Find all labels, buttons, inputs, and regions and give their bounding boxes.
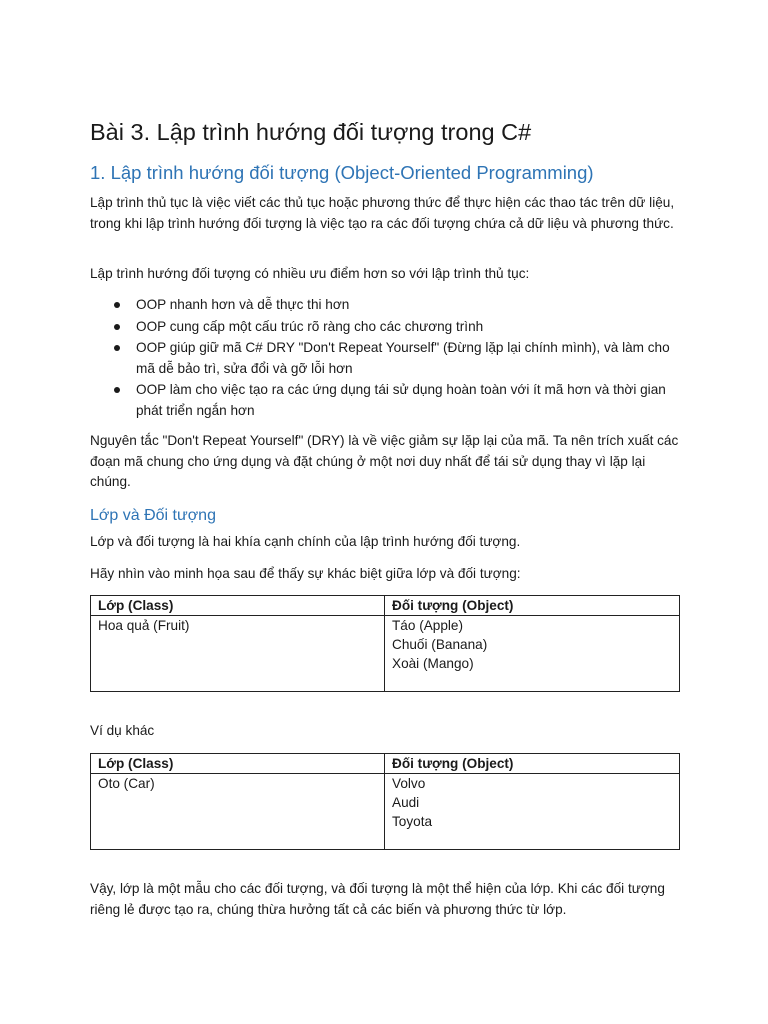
paragraph-procedural-vs-oop: Lập trình thủ tục là việc viết các thủ tục hoặc phương thức để thực hiện các thao tác trên dữ liệu, trong khi lập trình hướng đối tượng là việc tạo ra các đối tượng chứa cả dữ liệu và phương thức. [90,195,675,231]
table-header-object: Đối tượng (Object) [385,596,680,616]
bullet-icon [114,345,120,351]
paragraph-dry-principle: Nguyên tắc "Don't Repeat Yourself" (DRY) là về việc giảm sự lặp lại của mã. Ta nên trích xuất các đoạn mã chung cho ứng dụng và đặt chúng ở một nơi duy nhất để tái sử dụng thay vì lặp lại chúng. [90,433,679,489]
table-header-class: Lớp (Class) [91,596,385,616]
table-header-class: Lớp (Class) [91,754,385,774]
table-row [91,774,680,850]
page-title: Bài 3. Lập trình hướng đối tượng trong C# [90,119,532,145]
paragraph-conclusion: Vậy, lớp là một mẫu cho các đối tượng, và đối tượng là một thể hiện của lớp. Khi các đối tượng riêng lẻ được tạo ra, chúng thừa hưởng tất cả các biến và phương thức từ lớp. [90,881,665,917]
example-label: Ví dụ khác [90,723,155,738]
object-item: Audi [392,795,420,810]
table-header-object: Đối tượng (Object) [385,754,680,774]
table-cell-class: Hoa quả (Fruit) [91,616,385,692]
list-item [90,317,680,338]
section-heading-oop: 1. Lập trình hướng đối tượng (Object-Oriented Programming) [90,162,594,183]
list-item [90,295,680,316]
list-item-text: OOP cung cấp một cấu trúc rõ ràng cho các chương trình [136,318,484,334]
section-heading-class-object: Lớp và Đối tượng [90,507,216,524]
table-cell-objects [385,774,680,850]
class-object-table-car [90,753,680,850]
bullet-icon [114,302,120,308]
table-cell-class: Oto (Car) [91,774,385,850]
paragraph-illustration-intro: Hãy nhìn vào minh họa sau để thấy sự khác biệt giữa lớp và đối tượng: [90,566,521,581]
list-item-text: OOP nhanh hơn và dễ thực thi hơn [136,297,350,312]
paragraph-class-object-intro: Lớp và đối tượng là hai khía cạnh chính của lập trình hướng đối tượng. [90,534,521,549]
class-object-table-fruit [90,595,680,692]
object-item: Toyota [392,814,433,829]
list-item [90,338,680,379]
bullet-icon [114,387,120,393]
table-cell-objects [385,616,680,692]
list-item [90,380,680,421]
advantages-list [90,295,680,422]
object-item: Volvo [392,776,426,791]
bullet-icon [114,324,120,330]
table-row [91,616,680,692]
object-item: Táo (Apple) [392,618,464,633]
table-header-row [91,596,680,616]
paragraph-oop-advantages-intro: Lập trình hướng đối tượng có nhiều ưu điểm hơn so với lập trình thủ tục: [90,266,530,281]
list-item-text: OOP làm cho việc tạo ra các ứng dụng tái sử dụng hoàn toàn với ít mã hơn và thời gian phát triển ngắn hơn [136,382,666,418]
object-item: Xoài (Mango) [392,656,474,671]
list-item-text: OOP giúp giữ mã C# DRY "Don't Repeat Yourself" (Đừng lặp lại chính mình), và làm cho mã dễ bảo trì, sửa đổi và gỡ lỗi hơn [136,340,670,376]
table-header-row [91,754,680,774]
object-item: Chuối (Banana) [392,637,488,652]
